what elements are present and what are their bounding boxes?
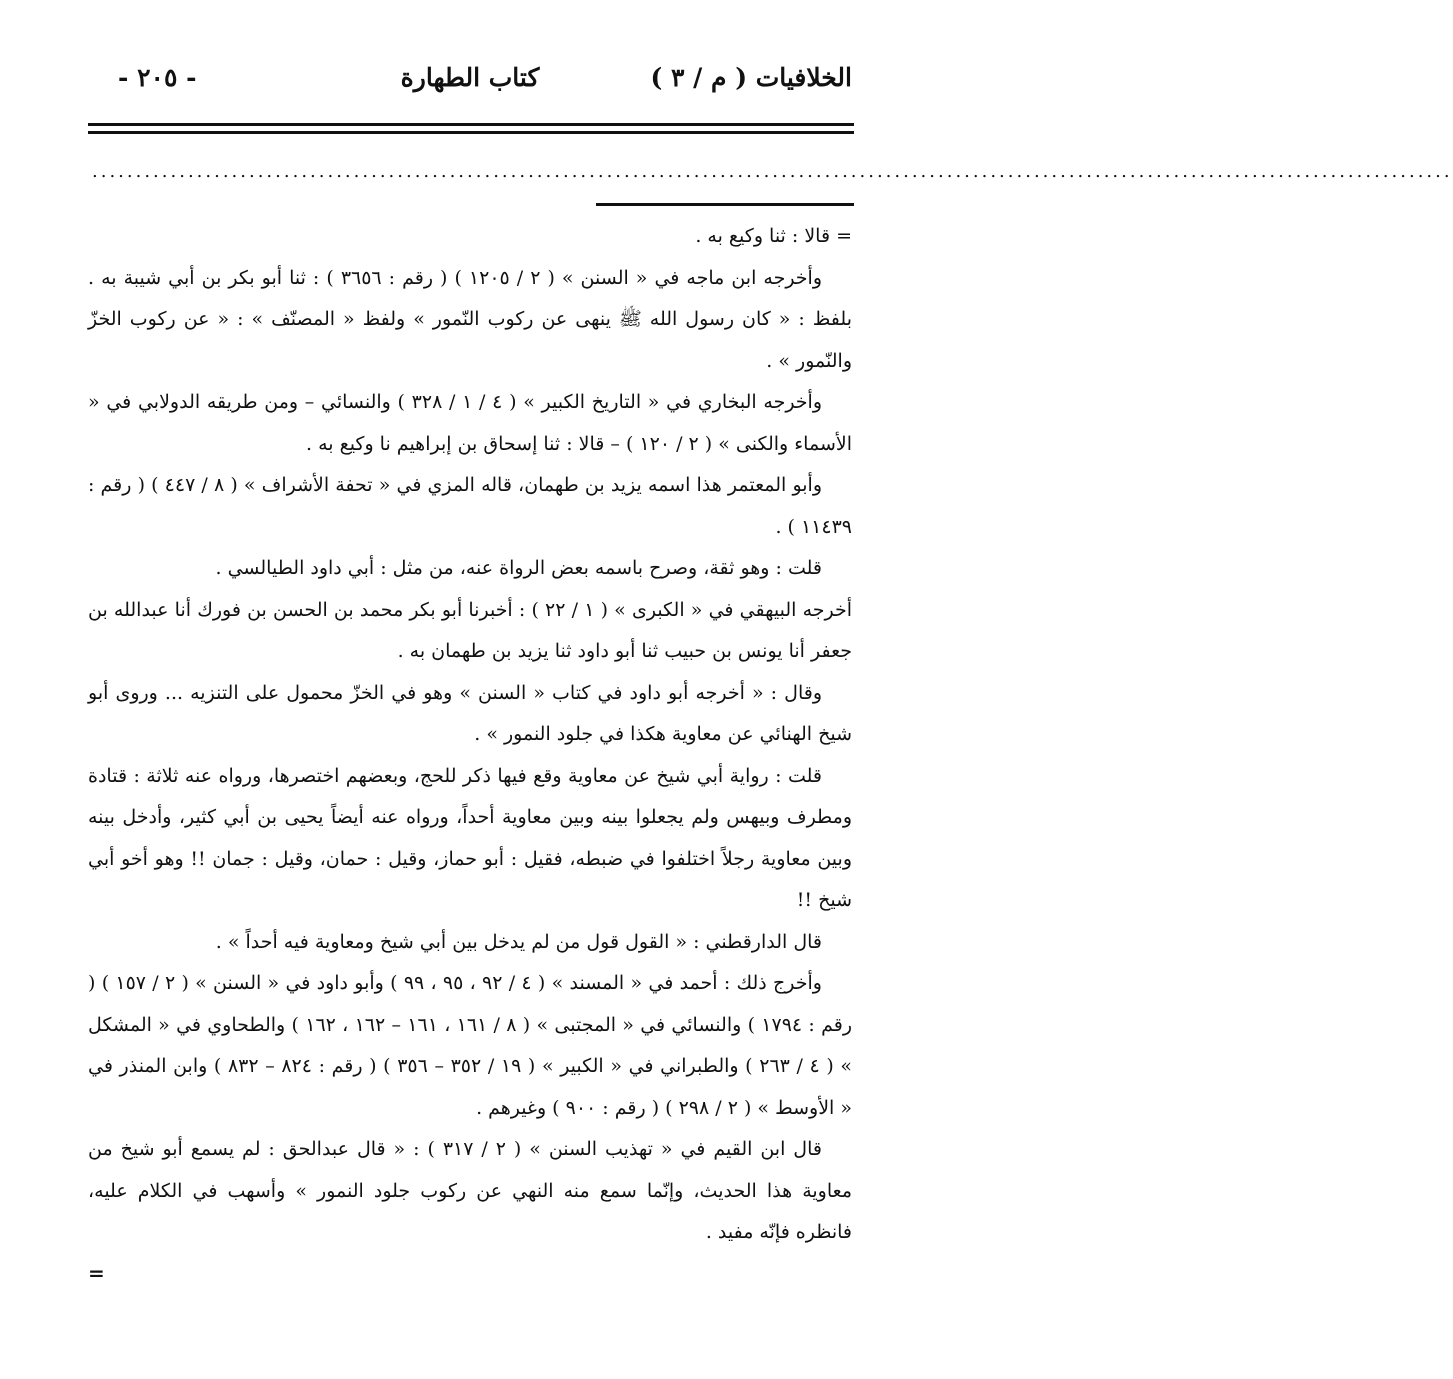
paragraph: قال الدارقطني : « القول قول من لم يدخل بين أبي شيخ ومعاوية فيه أحداً » . — [215, 930, 822, 953]
paragraph: وقال : « أخرجه أبو داود في كتاب « السنن » وهو في الخزّ محمول على التنزيه ... وروى أبو شيخ الهنائي عن معاوية هكذا في جلود النمور » . — [88, 681, 852, 745]
paragraph: قلت : رواية أبي شيخ عن معاوية وقع فيها ذكر للحج، وبعضهم اختصرها، ورواه عنه ثلاثة : قتادة ومطرف وبيهس ولم يجعلوا بينه وبين معاوية أحداً، ورواه عنه أيضاً يحيى بن أبي كثير، وأدخل بينه وبين معاوية رجلاً اختلفوا في ضبطه، فقيل : أبو حماز، وقيل : حمان، وقيل : جمان !! وهو أخو أبي شيخ !! — [88, 764, 852, 911]
running-title: الخلافيات ( م / ٣ ) — [650, 63, 852, 92]
paragraph: وأخرجه البخاري في « التاريخ الكبير » ( ٤ / ١ / ٣٢٨ ) والنسائي – ومن طريقه الدولابي في « الأسماء والكنى » ( ٢ / ١٢٠ ) – قالا : ثنا إسحاق بن إبراهيم نا وكيع به . — [88, 391, 852, 455]
paragraph: قلت : وهو ثقة، وصرح باسمه بعض الرواة عنه، من مثل : أبي داود الطيالسي . — [215, 557, 822, 579]
paragraph: وأخرج ذلك : أحمد في « المسند » ( ٤ / ٩٢ ، ٩٥ ، ٩٩ ) وأبو داود في « السنن » ( ٢ / ١٥٧ ) ( رقم : ١٧٩٤ ) والنسائي في « المجتبى » ( ٨ / ١٦١ ، ١٦١ – ١٦٢ ، ١٦٢ ) والطحاوي في « المشكل » ( ٤ / ٢٦٣ ) والطبراني في « الكبير » ( ١٩ / ٣٥٢ – ٣٥٦ ) ( رقم : ٨٢٤ – ٨٣٢ ) وابن المنذر في « الأوسط » ( ٢ / ٢٩٨ ) ( رقم : ٩٠٠ ) وغيرهم . — [88, 972, 853, 1119]
paragraph: = قالا : ثنا وكيع به . — [695, 225, 852, 247]
paragraph: قال ابن القيم في « تهذيب السنن » ( ٢ / ٣١٧ ) : « قال عبدالحق : لم يسمع أبو شيخ من معاوية هذا الحديث، وإنّما سمع منه النهي عن ركوب جلود النمور » وأسهب في الكلام عليه، فانظره فإنّه مفيد . — [88, 1138, 852, 1243]
header-rule-top — [88, 123, 854, 126]
dotted-separator: ............................................................................................................................................................ — [92, 161, 1453, 182]
chapter-title: كتاب الطهارة — [400, 63, 540, 92]
footnote-rule — [596, 203, 854, 206]
paragraph: وأبو المعتمر هذا اسمه يزيد بن طهمان، قاله المزي في « تحفة الأشراف » ( ٨ / ٤٤٧ ) ( رقم : ١١٤٣٩ ) . — [88, 474, 852, 538]
paragraph: وأخرجه ابن ماجه في « السنن » ( ٢ / ١٢٠٥ ) ( رقم : ٣٦٥٦ ) : ثنا أبو بكر بن أبي شيبة به . بلفظ : « كان رسول الله ﷺ ينهى عن ركوب النّمور » ولفظ « المصنّف » : « عن ركوب الخزّ والنّمور » . — [88, 266, 852, 372]
paragraph: أخرجه البيهقي في « الكبرى » ( ١ / ٢٢ ) : أخبرنا أبو بكر محمد بن الحسن بن فورك أنا عبدالله بن جعفر أنا يونس بن حبيب ثنا أبو داود ثنا يزيد بن طهمان به . — [88, 598, 853, 662]
footnote-body — [88, 216, 852, 1254]
continuation-mark: = — [88, 1261, 105, 1285]
header-rule-bottom — [88, 131, 854, 134]
page-header — [88, 58, 852, 104]
page-number: - ٢٠٥ - — [118, 63, 197, 92]
